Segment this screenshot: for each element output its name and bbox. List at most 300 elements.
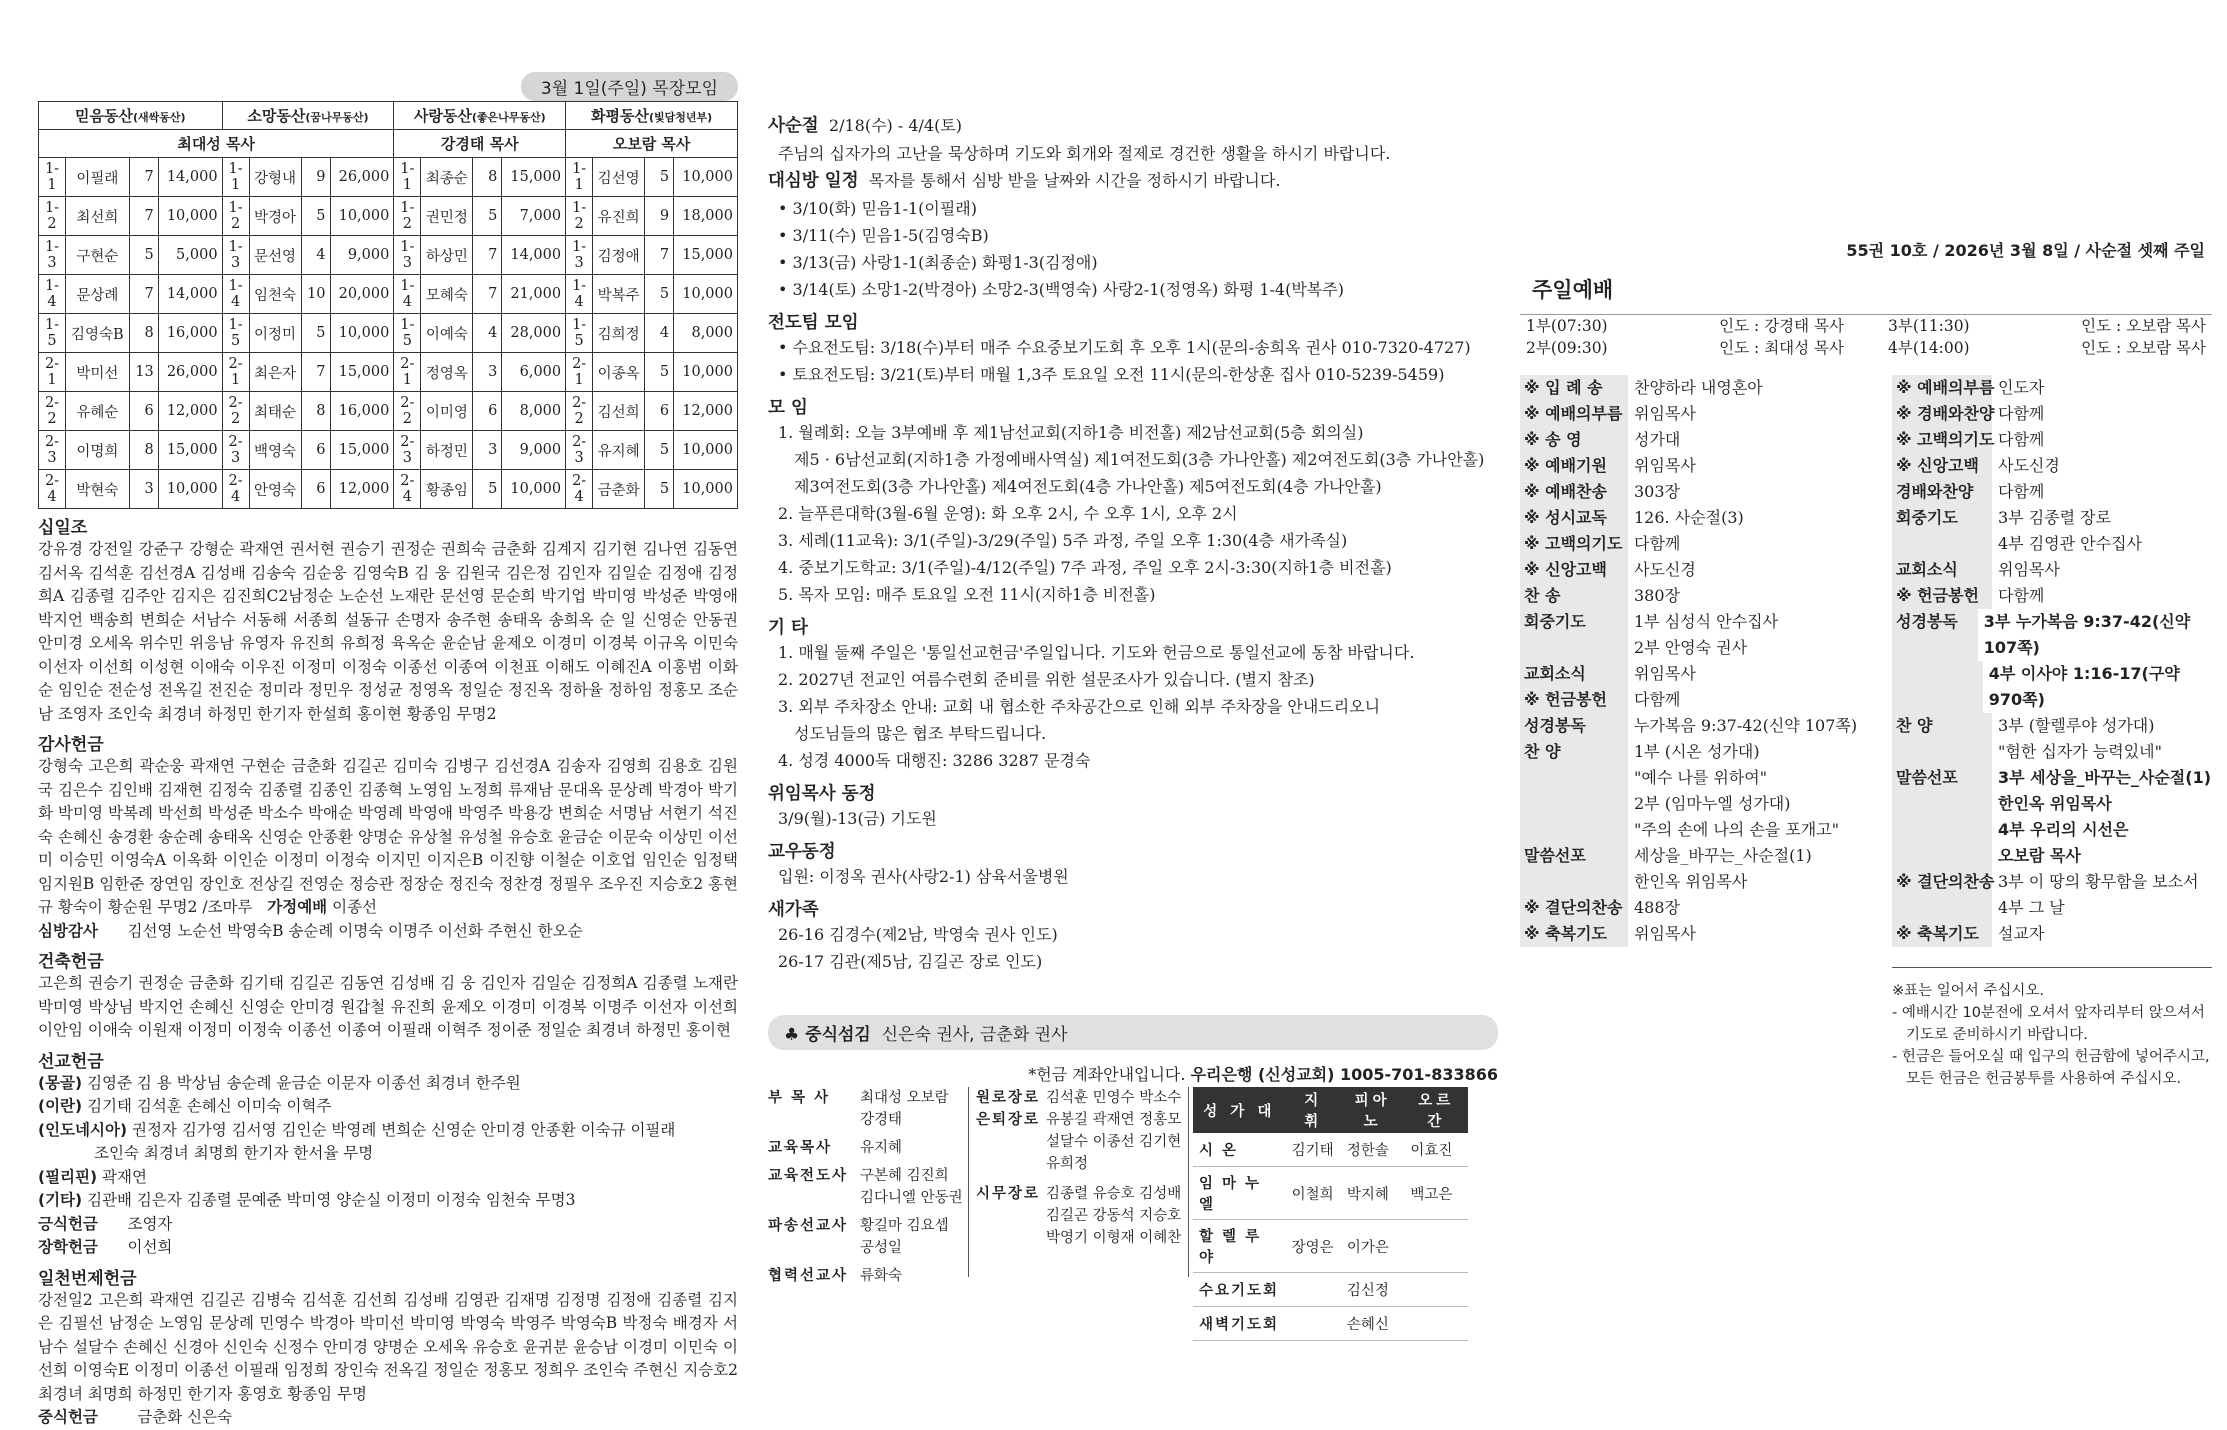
offering-amount: 10,000 — [158, 197, 222, 236]
leader-name: 이예숙 — [421, 314, 473, 353]
note-line: - 헌금은 들어오실 때 입구의 헌금함에 넣어주시고, — [1892, 1049, 2210, 1065]
offering-amount: 10,000 — [674, 158, 738, 197]
elders-names: 김석훈 민영수 박소수 유봉길 곽재연 정홍모 설달수 이종선 김기현 유희정 — [1046, 1090, 1182, 1172]
order-value: 4부 우리의 시선은 — [1998, 820, 2129, 839]
leader-name: 최은자 — [249, 353, 301, 392]
meeting-item: 2. 늘푸른대학(3월-6월 운영): 화 오후 2시, 수 오후 1시, 오후 2시 — [778, 504, 1238, 523]
visit-item: • 3/10(화) 믿음1-1(이필래) — [778, 199, 978, 218]
mission-country: (필리핀) — [38, 1167, 98, 1186]
order-label: 말씀선포 — [1892, 765, 1992, 791]
attendance: 6 — [645, 392, 674, 431]
duty-person — [1286, 1273, 1341, 1307]
leader-name: 유혜순 — [66, 392, 130, 431]
mission-heading: 선교헌금 — [38, 1051, 104, 1072]
staff-row — [768, 1165, 968, 1209]
order-label: 성경봉독 — [1520, 713, 1628, 739]
attendance: 7 — [129, 197, 158, 236]
leader-name: 김희정 — [593, 314, 645, 353]
duty-row — [1193, 1307, 1468, 1341]
leader-name: 황종임 — [421, 470, 473, 509]
offering-amount: 6,000 — [502, 353, 566, 392]
order-row — [1892, 479, 2212, 505]
order-label: ※ 결단의찬송 — [1520, 895, 1628, 921]
duty-row — [1193, 1273, 1468, 1307]
order-label: ※ 송 영 — [1520, 427, 1628, 453]
district-name: 화평동산 — [590, 107, 649, 125]
cell-code: 2-4 — [394, 470, 421, 509]
attendance: 7 — [129, 275, 158, 314]
lunch-service-value: 신은숙 권사, 금춘화 권사 — [881, 1025, 1068, 1045]
attendance: 3 — [473, 353, 502, 392]
attendance: 8 — [301, 392, 330, 431]
mission-row — [38, 1072, 738, 1096]
cell-code: 2-3 — [222, 431, 249, 470]
duty-row — [1193, 1220, 1468, 1273]
order-value: 488장 — [1634, 898, 1680, 917]
order-value: 4부 김영관 안수집사 — [1998, 534, 2142, 553]
staff-role: 교육전도사 — [768, 1168, 849, 1184]
visit-schedule-list — [768, 195, 1498, 303]
worship-order-morning — [1520, 375, 1865, 1090]
order-label — [1892, 817, 1992, 843]
order-row — [1520, 661, 1865, 687]
active-elders-names: 김종렬 유승호 김성배 김길곤 강동석 지승호 박영기 이형재 이혜찬 — [1046, 1186, 1182, 1246]
order-value: 1부 (시온 성가대) — [1634, 742, 1760, 761]
service-time-row — [1520, 315, 1850, 337]
order-value: 다함께 — [1998, 482, 2045, 501]
thousand-offering-heading: 일천번제헌금 — [38, 1268, 137, 1289]
tithe-list: 강유경 강전일 강준구 강형순 곽재연 권서현 권승기 권정순 권희숙 금춘화 김계지 김기현 김나연 김동연 김서옥 김석훈 김선경A 김성배 김송숙 김순웅 김영숙B 김 웅 김원국 김은정 김인자 김일순 김정애 김정희A 김종렬 김주안 김지은 김진희C2남정순 노순선 노재란 문선영 문순희 박기업 박미영 박성준 박영애 박지언 백송희 변희순 서남수 서동해 서종희 설동규 손명자 송주현 송태옥 송희옥 순 일 신영순 안동권 안미경 오세옥 위수민 위응남 유영자 유진희 유희정 육옥순 윤순남 윤제오 이경미 이경북 이규옥 이민숙 이선자 이선희 이성현 이애숙 이우진 이정미 이정숙 이종선 이종여 이천표 이해도 이혜진A 이홍범 이화순 임인순 전순성 전옥길 전진순 정미라 정민우 정성균 정영옥 정일순 정진옥 정하율 정하임 정홍모 조순남 조영자 조인숙 최경녀 하정민 한기자 한설희 홍이현 황종임 무명2 — [38, 540, 738, 723]
leader-name: 김선희 — [593, 392, 645, 431]
order-value: 인도자 — [1998, 378, 2045, 397]
duty-person: 김기태 — [1286, 1133, 1341, 1167]
cell-row — [39, 470, 738, 509]
order-value: 사도신경 — [1998, 456, 2060, 475]
order-label — [1892, 739, 1992, 765]
pastoral-staff-list — [768, 1087, 968, 1293]
attendance: 5 — [645, 470, 674, 509]
mission-names: 김영준 김 용 박상님 송순례 윤금순 이문자 이종선 최경녀 한주원 — [87, 1073, 521, 1092]
offering-amount: 15,000 — [330, 353, 394, 392]
order-label — [1520, 635, 1628, 661]
cell-code: 1-4 — [222, 275, 249, 314]
order-row — [1892, 453, 2212, 479]
order-row — [1520, 583, 1865, 609]
leader-name: 박현숙 — [66, 470, 130, 509]
duty-person: 정한솔 — [1341, 1133, 1405, 1167]
attendance: 4 — [645, 314, 674, 353]
district-header — [566, 102, 738, 130]
relief-heading: 긍식헌금 — [38, 1214, 98, 1233]
order-label — [1892, 661, 1983, 713]
duty-person: 손혜신 — [1341, 1307, 1405, 1341]
order-row — [1892, 713, 2212, 739]
mission-row — [38, 1189, 738, 1213]
leader-name: 이미영 — [421, 392, 473, 431]
order-row — [1892, 557, 2212, 583]
order-value: 사도신경 — [1634, 560, 1696, 579]
order-row — [1892, 505, 2212, 531]
visit-thanks-heading: 심방감사 — [38, 921, 98, 940]
attendance: 9 — [301, 158, 330, 197]
leader-name: 권민정 — [421, 197, 473, 236]
attendance: 13 — [129, 353, 158, 392]
mission-country: (인도네시아) — [38, 1120, 128, 1139]
order-value: 위임목사 — [1998, 560, 2060, 579]
offering-amount: 10,000 — [674, 431, 738, 470]
offering-amount: 26,000 — [330, 158, 394, 197]
cell-code: 2-2 — [394, 392, 421, 431]
order-row — [1892, 895, 2212, 921]
attendance: 8 — [129, 431, 158, 470]
mission-row — [38, 1166, 738, 1190]
duty-header: 피아노 — [1341, 1087, 1405, 1133]
leader-name: 최태순 — [249, 392, 301, 431]
offering-amount: 9,000 — [330, 236, 394, 275]
order-label: ※ 입 례 송 — [1520, 375, 1628, 401]
order-value: 3부 이 땅의 황무함을 보소서 — [1998, 872, 2199, 891]
cell-code: 1-1 — [566, 158, 593, 197]
staff-role: 교육목사 — [768, 1140, 833, 1156]
order-value: 2부 (임마누엘 성가대) — [1634, 794, 1791, 813]
offering-amount: 10,000 — [158, 470, 222, 509]
elders-row — [976, 1087, 1186, 1175]
order-row — [1892, 531, 2212, 557]
service-leader: 인도 : 오보람 목사 — [2081, 317, 2206, 335]
district-subname: (꿈나무동산) — [305, 111, 369, 124]
new-family-list — [768, 921, 1498, 975]
visit-thanks-list: 김선영 노순선 박영숙B 송순례 이명숙 이명주 이선화 주현신 한오순 — [127, 921, 583, 940]
order-value: 한인옥 위임목사 — [1998, 794, 2112, 813]
offering-amount: 16,000 — [330, 392, 394, 431]
order-label: ※ 성시교독 — [1520, 505, 1628, 531]
elders-label: 원로장로 — [976, 1090, 1041, 1106]
mission-country: (이란) — [38, 1097, 83, 1115]
order-label: ※ 예배의부름 — [1892, 375, 1992, 401]
service-time: 2부(09:30) — [1526, 339, 1608, 357]
new-family-item: 26-16 김경수(제2남, 박영숙 권사 인도) — [778, 925, 1058, 944]
offering-amount: 10,000 — [674, 353, 738, 392]
order-value: 다함께 — [1998, 586, 2045, 605]
worship-notes — [1892, 967, 2212, 1090]
duty-header: 성 가 대 — [1193, 1087, 1286, 1133]
duty-divider — [1188, 1087, 1189, 1277]
meetings-list — [768, 419, 1498, 608]
cell-code: 1-5 — [39, 314, 66, 353]
cell-row — [39, 314, 738, 353]
order-value: 성가대 — [1634, 430, 1681, 449]
service-leader: 인도 : 강경태 목사 — [1719, 317, 1844, 335]
choir-name: 임 마 누 엘 — [1193, 1167, 1286, 1220]
note-line: ※표는 일어서 주십시오. — [1892, 983, 2045, 999]
order-row — [1892, 739, 2212, 765]
order-value: 303장 — [1634, 482, 1680, 501]
service-time-row — [1882, 315, 2212, 337]
choir-name: 시 온 — [1193, 1133, 1286, 1167]
leader-name: 박복주 — [593, 275, 645, 314]
meeting-item: 4. 중보기도학교: 3/1(주일)-4/12(주일) 7주 과정, 주일 오후 2시-3:30(지하1층 비전홀) — [778, 558, 1392, 577]
order-row — [1520, 921, 1865, 947]
evangelism-item: • 수요전도팀: 3/18(수)부터 매주 수요중보기도회 후 오후 1시(문의-송희옥 권사 010-7320-4727) — [778, 338, 1471, 357]
lent-line — [768, 112, 1498, 140]
attendance: 5 — [645, 158, 674, 197]
order-value: 설교자 — [1998, 924, 2045, 943]
order-label: 찬 송 — [1520, 583, 1628, 609]
order-row — [1520, 713, 1865, 739]
attendance: 7 — [645, 236, 674, 275]
retired-label: 은퇴장로 — [976, 1112, 1041, 1128]
attendance: 6 — [301, 470, 330, 509]
staff-row — [768, 1265, 968, 1287]
offering-amount: 20,000 — [330, 275, 394, 314]
offering-amount: 14,000 — [158, 275, 222, 314]
cell-code: 1-4 — [39, 275, 66, 314]
mission-row — [38, 1095, 738, 1119]
order-row — [1520, 817, 1865, 843]
staff-row — [768, 1137, 968, 1159]
lent-heading: 사순절 — [768, 116, 819, 136]
duty-person: 박지혜 — [1341, 1167, 1405, 1220]
service-times-right — [1882, 315, 2212, 359]
order-row — [1520, 427, 1865, 453]
cell-code: 1-1 — [222, 158, 249, 197]
attendance: 5 — [645, 431, 674, 470]
order-value: 찬양하라 내영혼아 — [1634, 378, 1763, 397]
district-header — [222, 102, 394, 130]
district-pastor: 오보람 목사 — [566, 130, 738, 158]
district-subname: (빛담청년부) — [648, 111, 713, 124]
cell-code: 2-3 — [394, 431, 421, 470]
order-row — [1892, 869, 2212, 895]
order-row — [1520, 687, 1865, 713]
order-row — [1892, 791, 2212, 817]
lunch-offering-heading: 중식헌금 — [38, 1408, 98, 1426]
cell-code: 1-2 — [566, 197, 593, 236]
district-pastor: 강경태 목사 — [394, 130, 566, 158]
leader-name: 하정민 — [421, 431, 473, 470]
cell-code: 2-2 — [222, 392, 249, 431]
staff-divider — [968, 1087, 969, 1277]
sunday-worship-title: 주일예배 — [1532, 278, 1614, 302]
attendance: 5 — [473, 197, 502, 236]
order-label: ※ 고백의기도 — [1892, 427, 1992, 453]
lunch-service-label: ♣ 중식섬김 — [784, 1025, 871, 1045]
cell-code: 2-1 — [394, 353, 421, 392]
offering-amount: 10,000 — [674, 470, 738, 509]
pastor-news-heading: 위임목사 동정 — [768, 784, 876, 804]
staff-names: 구본혜 김진희 김다니엘 안동권 — [860, 1168, 963, 1206]
scholarship-line — [38, 1236, 738, 1260]
order-label: 경배와찬양 — [1892, 479, 1992, 505]
member-news-text: 입원: 이정옥 권사(사랑2-1) 삼육서울병원 — [778, 867, 1069, 886]
attendance: 3 — [473, 431, 502, 470]
leader-name: 정영옥 — [421, 353, 473, 392]
thanks-heading: 감사헌금 — [38, 735, 104, 755]
attendance: 5 — [129, 236, 158, 275]
order-label: ※ 헌금봉헌 — [1520, 687, 1628, 713]
mission-country: (몽골) — [38, 1073, 83, 1092]
order-label: ※ 신앙고백 — [1520, 557, 1628, 583]
leader-name: 박경아 — [249, 197, 301, 236]
column-offerings — [38, 72, 738, 1430]
bank-account: 우리은행 (신성교회) 1005-701-833866 — [1190, 1065, 1498, 1084]
visit-heading: 대심방 일정 — [768, 171, 859, 191]
choir-name: 새벽기도회 — [1193, 1307, 1286, 1341]
cell-code: 2-4 — [222, 470, 249, 509]
new-family-item: 26-17 김관(제5남, 김길곤 장로 인도) — [778, 952, 1043, 971]
district-header — [39, 102, 223, 130]
service-leader: 인도 : 최대성 목사 — [1719, 339, 1844, 357]
mission-names: 권정자 김가영 김서영 김인순 박영례 변희순 신영순 안미경 안종환 이숙규 이필래 — [131, 1120, 676, 1139]
leader-name: 임천숙 — [249, 275, 301, 314]
order-label — [1892, 531, 1992, 557]
attendance: 5 — [473, 470, 502, 509]
order-value: 위임목사 — [1634, 664, 1696, 683]
leader-name: 문상례 — [66, 275, 130, 314]
order-row — [1520, 895, 1865, 921]
elders-labels — [976, 1087, 1046, 1175]
active-elders-row — [976, 1183, 1186, 1249]
offering-amount: 14,000 — [502, 236, 566, 275]
scholarship-heading: 장학헌금 — [38, 1238, 98, 1256]
attendance: 8 — [129, 314, 158, 353]
offering-amount: 8,000 — [502, 392, 566, 431]
lunch-offering-value: 금춘화 신은숙 — [137, 1408, 233, 1426]
staff-role: 파송선교사 — [768, 1218, 849, 1234]
meetings-heading: 모 임 — [768, 398, 808, 418]
attendance: 5 — [301, 197, 330, 236]
cell-row — [39, 197, 738, 236]
other-item: 1. 매월 둘째 주일은 '통일선교헌금'주일입니다. 기도와 헌금으로 통일선교에 동참 바랍니다. — [778, 643, 1415, 662]
worship-order-afternoon — [1892, 375, 2212, 947]
order-row — [1520, 401, 1865, 427]
duty-person: 이가은 — [1341, 1220, 1405, 1273]
new-family-heading: 새가족 — [768, 900, 819, 920]
order-label — [1892, 895, 1992, 921]
order-value: 위임목사 — [1634, 924, 1696, 943]
offering-amount: 7,000 — [502, 197, 566, 236]
order-label: 교회소식 — [1892, 557, 1992, 583]
order-value: 위임목사 — [1634, 404, 1696, 423]
order-row — [1892, 661, 2212, 713]
cell-code: 1-4 — [566, 275, 593, 314]
other-list — [768, 639, 1498, 774]
column-worship-order — [1520, 230, 2212, 1090]
cell-code: 1-3 — [394, 236, 421, 275]
order-row — [1520, 453, 1865, 479]
duty-row — [1193, 1167, 1468, 1220]
order-value: 3부 김종렬 장로 — [1998, 508, 2112, 527]
order-row — [1520, 739, 1865, 765]
attendance: 10 — [301, 275, 330, 314]
cell-code: 2-2 — [566, 392, 593, 431]
staff-names: 류화숙 — [860, 1268, 903, 1284]
duty-person — [1404, 1307, 1468, 1341]
order-label: ※ 헌금봉헌 — [1892, 583, 1992, 609]
order-row — [1520, 609, 1865, 635]
duty-person: 장영은 — [1286, 1220, 1341, 1273]
cell-row — [39, 158, 738, 197]
order-row — [1520, 791, 1865, 817]
offering-amount: 15,000 — [330, 431, 394, 470]
order-label — [1520, 869, 1628, 895]
cell-meeting-table — [38, 101, 738, 509]
cell-code: 1-3 — [39, 236, 66, 275]
order-row — [1892, 609, 2212, 661]
leader-name: 강형내 — [249, 158, 301, 197]
cell-row — [39, 236, 738, 275]
attendance: 6 — [301, 431, 330, 470]
leader-name: 구현순 — [66, 236, 130, 275]
order-label: ※ 축복기도 — [1892, 921, 1992, 947]
order-label: 말씀선포 — [1520, 843, 1628, 869]
leader-name: 유지혜 — [593, 431, 645, 470]
mission-names: 김기태 김석훈 손혜신 이미숙 이혁주 — [87, 1097, 332, 1115]
order-label: ※ 결단의찬송 — [1892, 869, 1992, 895]
cell-row — [39, 431, 738, 470]
attendance: 7 — [473, 275, 502, 314]
order-row — [1892, 427, 2212, 453]
offering-amount: 15,000 — [674, 236, 738, 275]
district-name: 믿음동산 — [75, 107, 133, 125]
offering-amount: 8,000 — [674, 314, 738, 353]
offering-amount: 15,000 — [158, 431, 222, 470]
duty-person — [1286, 1307, 1341, 1341]
order-value: 4부 이사야 1:16-17(구약970쪽) — [1988, 664, 2180, 709]
order-value: "예수 나를 위하여" — [1634, 768, 1768, 787]
meeting-item: 3. 세례(11교육): 3/1(주일)-3/29(주일) 5주 과정, 주일 오후 1:30(4층 새가족실) — [778, 531, 1348, 550]
order-value: 126. 사순절(3) — [1634, 508, 1744, 527]
order-value: 4부 그 날 — [1998, 898, 2065, 917]
family-worship-label: 가정예배 — [267, 898, 328, 916]
worship-order-afternoon-wrap — [1892, 375, 2212, 1090]
offering-amount: 21,000 — [502, 275, 566, 314]
elders-block — [976, 1087, 1186, 1249]
duty-person — [1404, 1220, 1468, 1273]
order-value: 3부 누가복음 9:37-42(신약 107쪽) — [1983, 612, 2191, 657]
visit-item: • 3/11(수) 믿음1-5(김영숙B) — [778, 226, 989, 245]
order-row — [1520, 375, 1865, 401]
attendance: 7 — [301, 353, 330, 392]
order-label: 찬 양 — [1892, 713, 1992, 739]
other-item: 2. 2027년 전교인 여름수련회 준비를 위한 설문조사가 있습니다. (별지 참조) — [778, 670, 1315, 689]
order-row — [1520, 505, 1865, 531]
column-announcements — [768, 112, 1498, 1085]
duty-header: 오르간 — [1404, 1087, 1468, 1133]
offering-amount: 10,000 — [330, 314, 394, 353]
cell-meeting-header — [38, 72, 738, 101]
offering-amount: 9,000 — [502, 431, 566, 470]
offering-amount: 10,000 — [674, 275, 738, 314]
evangelism-heading: 전도팀 모임 — [768, 313, 859, 333]
leader-name: 문선영 — [249, 236, 301, 275]
worship-order — [1520, 375, 2212, 1090]
other-item: 4. 성경 4000독 대행진: 3286 3287 문경숙 — [778, 751, 1091, 770]
other-item: 3. 외부 주차장소 안내: 교회 내 협소한 주차공간으로 인해 외부 주차장을 안내드리오니 — [778, 697, 1381, 716]
staff-row — [768, 1087, 968, 1131]
order-row — [1520, 843, 1865, 869]
cell-row — [39, 275, 738, 314]
order-label — [1520, 765, 1628, 791]
visit-line — [768, 167, 1498, 195]
offering-amount: 15,000 — [502, 158, 566, 197]
attendance: 4 — [473, 314, 502, 353]
meeting-item: 5. 목자 모임: 매주 토요일 오전 11시(지하1층 비전홀) — [778, 585, 1156, 604]
evangelism-list — [768, 334, 1498, 388]
offering-amount: 12,000 — [674, 392, 738, 431]
meeting-item: 1. 월례회: 오늘 3부예배 후 제1남선교회(지하1층 비전홀) 제2남선교회(5층 회의실) — [778, 423, 1364, 442]
service-time: 3부(11:30) — [1888, 317, 1970, 335]
